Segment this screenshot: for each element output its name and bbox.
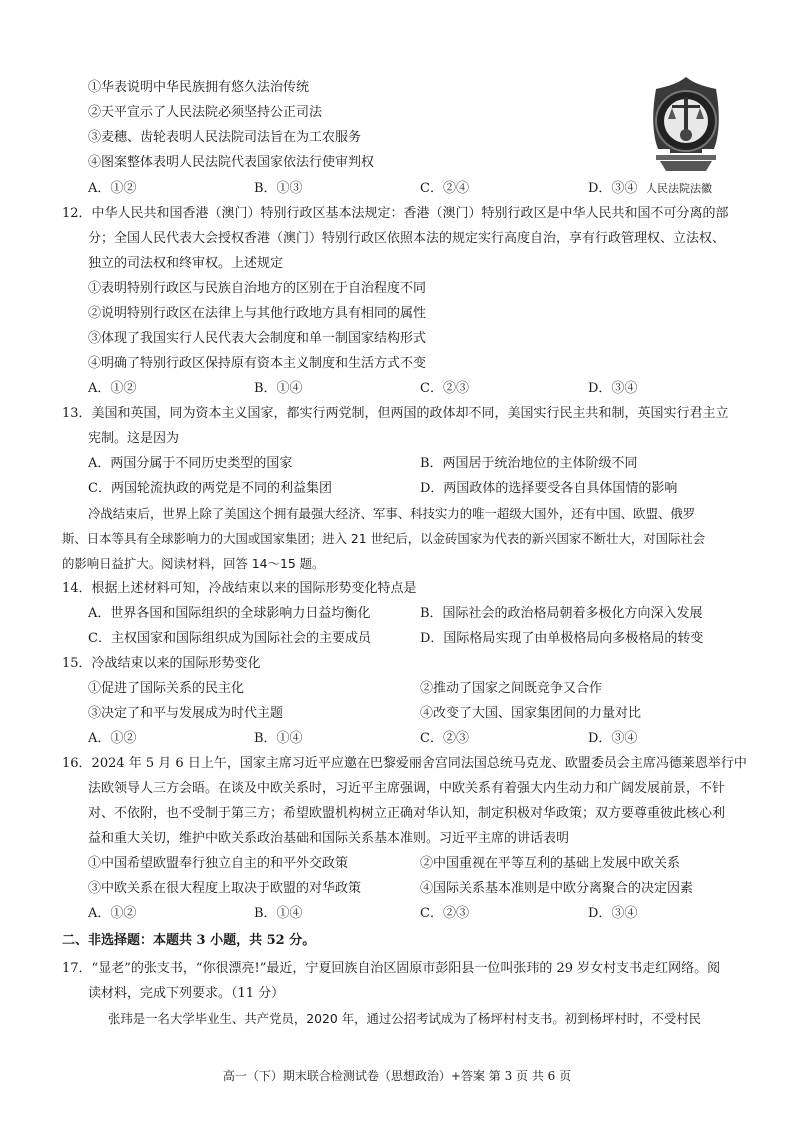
q16-stem-line-4: 益和重大关切，维护中欧关系政治基础和国际关系基本准则。习近平主席的讲话表明 (88, 831, 570, 846)
q11-option-d: D．③④ (588, 181, 638, 196)
q14-stem: 14．根据上述材料可知，冷战结束以来的国际形势变化特点是 (62, 581, 417, 596)
q16-item-4: ④国际关系基本准则是中欧分离聚合的决定因素 (420, 881, 694, 896)
q15-item-1: ①促进了国际关系的民主化 (88, 681, 245, 696)
q11-item-4: ④图案整体表明人民法院代表国家依法行使审判权 (88, 155, 375, 170)
q16-stem-line-2: 法欧领导人三方会晤。在谈及中欧关系时，习近平主席强调，中欧关系有着强大内生动力和广阔发展前景，不针 (88, 781, 726, 796)
q12-stem-line-3: 独立的司法权和终审权。上述规定 (88, 256, 284, 271)
q11-item-1: ①华表说明中华民族拥有悠久法治传统 (88, 80, 310, 95)
q16-item-2: ②中国重视在平等互利的基础上发展中欧关系 (420, 856, 681, 871)
q15-option-b: B．①④ (254, 731, 303, 746)
q12-item-2: ②说明特别行政区在法律上与其他行政地方具有相同的属性 (88, 306, 427, 321)
q12-option-b: B．①④ (254, 381, 303, 396)
q13-option-c: C．两国轮流执政的两党是不同的利益集团 (88, 481, 332, 496)
q11-option-c: C．②④ (420, 181, 469, 196)
q16-stem-line-1: 16．2024 年 5 月 6 日上午，国家主席习近平应邀在巴黎爱丽舍宫同法国总统马克龙、欧盟委员会主席冯德莱恩举行中 (62, 756, 747, 771)
court-emblem-image (642, 71, 730, 181)
q12-option-a: A．①② (88, 381, 137, 396)
q15-stem: 15．冷战结束以来的国际形势变化 (62, 656, 261, 671)
q16-option-c: C．②③ (420, 906, 469, 921)
q17-stem-line-1: 17．“显老”的张支书，“你很漂亮!”最近，宁夏回族自治区固原市彭阳县一位叫张玮的 29 岁女村支书走红网络。阅 (62, 961, 721, 976)
q13-option-d: D．两国政体的选择要受各自具体国情的影响 (420, 481, 678, 496)
q13-option-a: A．两国分属于不同历史类型的国家 (88, 456, 293, 471)
material-line-2: 斯、日本等具有全球影响力的大国或国家集团；进入 21 世纪后，以金砖国家为代表的新兴国家不断壮大，对国际社会 (62, 531, 706, 546)
q11-item-2: ②天平宣示了人民法院必须坚持公正司法 (88, 105, 323, 120)
q12-item-3: ③体现了我国实行人民代表大会制度和单一制国家结构形式 (88, 331, 427, 346)
emblem-caption: 人民法院法徽 (646, 182, 712, 195)
q12-item-4: ④明确了特别行政区保持原有资本主义制度和生活方式不变 (88, 356, 427, 371)
q11-option-b: B．①③ (254, 181, 303, 196)
q14-option-b: B．国际社会的政治格局朝着多极化方向深入发展 (420, 606, 703, 621)
q12-option-d: D．③④ (588, 381, 638, 396)
q16-option-b: B．①④ (254, 906, 303, 921)
q13-stem-line-1: 13．美国和英国，同为资本主义国家，都实行两党制，但两国的政体却不同，美国实行民主共和制，英国实行君主立 (62, 406, 729, 421)
material-line-3: 的影响日益扩大。阅读材料，回答 14～15 题。 (62, 556, 325, 571)
q16-item-1: ①中国希望欧盟奉行独立自主的和平外交政策 (88, 856, 349, 871)
q17-material-line: 张玮是一名大学毕业生、共产党员，2020 年，通过公招考试成为了杨坪村村支书。初到杨坪村时，不受村民 (108, 1011, 702, 1026)
q11-option-a: A．①② (88, 181, 137, 196)
q11-item-3: ③麦穗、齿轮表明人民法院司法旨在为工农服务 (88, 130, 362, 145)
q12-stem-line-2: 分；全国人民代表大会授权香港（澳门）特别行政区依照本法的规定实行高度自治，享有行政管理权、立法权、 (88, 231, 726, 246)
page-footer: 高一（下）期末联合检测试卷（思想政治）+答案 第 3 页 共 6 页 (222, 1069, 572, 1083)
q16-option-d: D．③④ (588, 906, 638, 921)
q16-option-a: A．①② (88, 906, 137, 921)
q15-option-c: C．②③ (420, 731, 469, 746)
q15-option-a: A．①② (88, 731, 137, 746)
q12-option-c: C．②③ (420, 381, 469, 396)
section-heading: 二、非选择题：本题共 3 小题，共 52 分。 (62, 933, 316, 948)
q14-option-c: C．主权国家和国际组织成为国际社会的主要成员 (88, 631, 371, 646)
q14-option-d: D．国际格局实现了由单极格局向多极格局的转变 (420, 631, 704, 646)
q16-stem-line-3: 对、不依附，也不受制于第三方；希望欧盟机构树立正确对华认知，制定积极对华政策；双方要尊重彼此核心利 (88, 806, 726, 821)
q17-stem-line-2: 读材料，完成下列要求。（11 分） (88, 986, 285, 1001)
q15-item-2: ②推动了国家之间既竞争又合作 (420, 681, 603, 696)
q12-item-1: ①表明特别行政区与民族自治地方的区别在于自治程度不同 (88, 281, 427, 296)
q15-option-d: D．③④ (588, 731, 638, 746)
material-line-1: 冷战结束后，世界上除了美国这个拥有最强大经济、军事、科技实力的唯一超级大国外，还有中国、欧盟、俄罗 (88, 506, 696, 521)
q16-item-3: ③中欧关系在很大程度上取决于欧盟的对华政策 (88, 881, 362, 896)
q13-option-b: B．两国居于统治地位的主体阶级不同 (420, 456, 638, 471)
q12-stem-line-1: 12．中华人民共和国香港（澳门）特别行政区基本法规定：香港（澳门）特别行政区是中华人民共和国不可分离的部 (62, 206, 729, 221)
q14-option-a: A．世界各国和国际组织的全球影响力日益均衡化 (88, 606, 371, 621)
q15-item-4: ④改变了大国、国家集团间的力量对比 (420, 706, 642, 721)
q15-item-3: ③决定了和平与发展成为时代主题 (88, 706, 284, 721)
q13-stem-line-2: 宪制。这是因为 (88, 431, 180, 446)
